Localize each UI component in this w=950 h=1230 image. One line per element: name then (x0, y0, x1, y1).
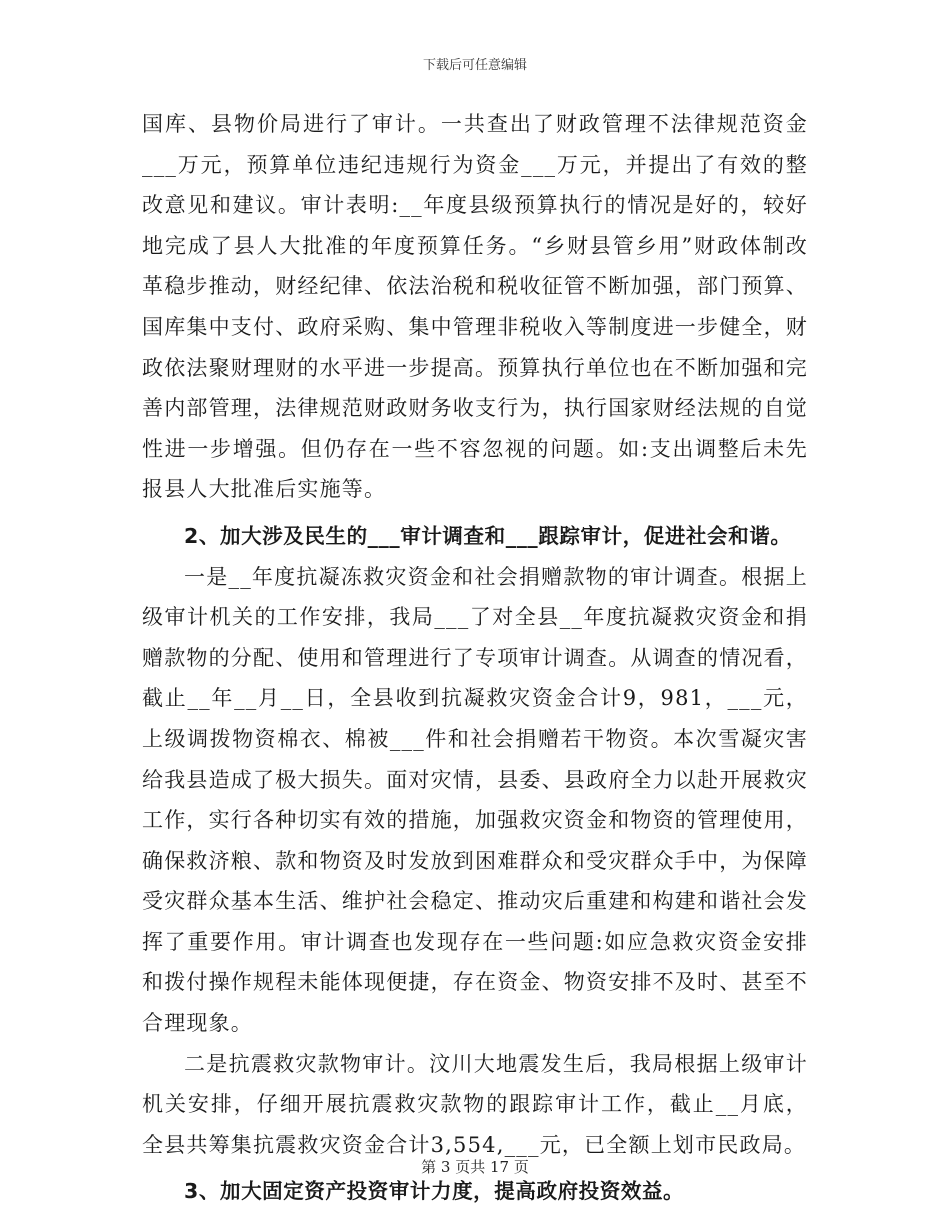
paragraph-ice-disaster-audit: 一是__年度抗凝冻救灾资金和社会捐赠款物的审计调查。根据上级审计机关的工作安排，我局___了对全县__年度抗凝救灾资金和捐赠款物的分配、使用和管理进行了专项审计调查。从调查的情况看，截止__年__月__日，全县收到抗凝救灾资金合计9，981，___元，上级调拨物资棉衣、棉被___件和社会捐赠若干物资。本次雪凝灾害给我县造成了极大损失。面对灾情，县委、县政府全力以赴开展救灾工作，实行各种切实有效的措施，加强救灾资金和物资的管理使用，确保救济粮、款和物资及时发放到困难群众和受灾群众手中，为保障受灾群众基本生活、维护社会稳定、推动灾后重建和构建和谐社会发挥了重要作用。审计调查也发现存在一些问题:如应急救灾资金安排和拨付操作规程未能体现便捷，存在资金、物资安排不及时、甚至不合理现象。 (142, 564, 808, 1036)
page-footer: 第 3 页共 17 页 (421, 1158, 529, 1176)
page-header: 下载后可任意编辑 (422, 58, 527, 73)
section-heading-3: 3、加大固定资产投资审计力度，提高政府投资效益。 (184, 1179, 685, 1204)
paragraph-earthquake-audit: 二是抗震救灾款物审计。汶川大地震发生后，我局根据上级审计机关安排，仔细开展抗震救灾款物的跟踪审计工作，截止__月底，全县共筹集抗震救灾资金合计3,554,___元，已全额上划市民政局。 (142, 1051, 808, 1157)
section-heading-2: 2、加大涉及民生的___审计调查和___跟踪审计，促进社会和谐。 (184, 523, 792, 548)
document-body (142, 104, 808, 1212)
paragraph-audit-results: 国库、县物价局进行了审计。一共查出了财政管理不法律规范资金___万元，预算单位违纪违规行为资金___万元，并提出了有效的整改意见和建议。审计表明:__年度县级预算执行的情况是好的，较好地完成了县人大批准的年度预算任务。“乡财县管乡用”财政体制改革稳步推动，财经纪律、依法治税和税收征管不断加强，部门预算、国库集中支付、政府采购、集中管理非税收入等制度进一步健全，财政依法聚财理财的水平进一步提高。预算执行单位也在不断加强和完善内部管理，法律规范财政财务收支行为，执行国家财经法规的自觉性进一步增强。但仍存在一些不容忽视的问题。如:支出调整后未先报县人大批准后实施等。 (142, 112, 808, 502)
